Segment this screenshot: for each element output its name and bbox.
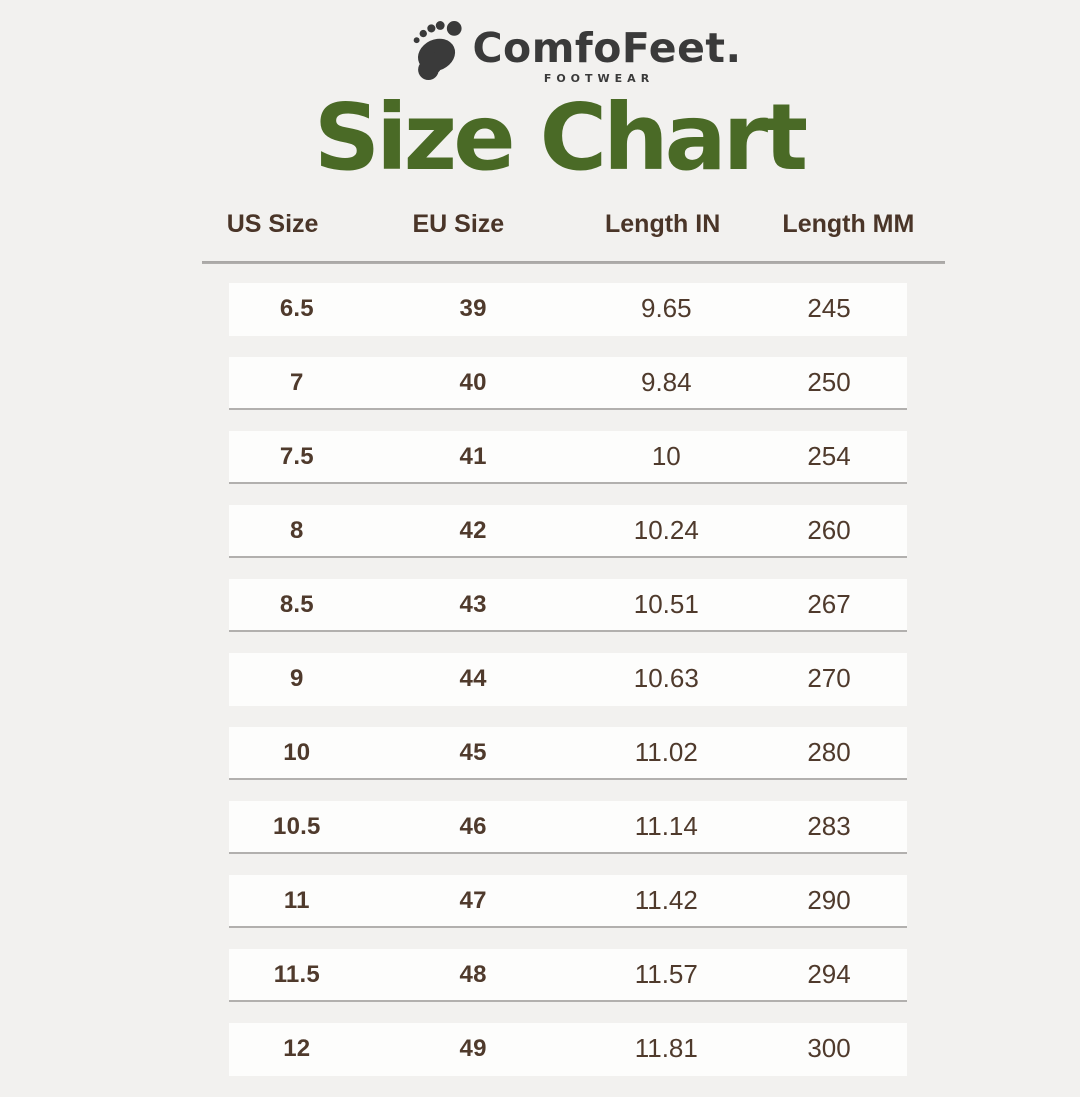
header-length-in: Length IN — [605, 210, 721, 238]
table-row — [229, 727, 907, 780]
length-mm-value: 250 — [807, 367, 851, 397]
table-row — [229, 653, 907, 706]
us-size-value: 8 — [290, 516, 304, 544]
length-mm-value: 283 — [807, 811, 851, 841]
eu-size-value: 39 — [459, 294, 487, 322]
us-size-value: 7 — [290, 368, 304, 396]
length-in-value: 9.65 — [640, 293, 692, 323]
eu-size-value: 45 — [459, 738, 487, 766]
us-size-value: 11 — [283, 886, 310, 914]
header-length-mm: Length MM — [782, 210, 915, 238]
length-in-value: 11.57 — [634, 959, 698, 989]
brand-logo — [36, 12, 1080, 88]
us-size-value: 10 — [283, 738, 311, 766]
length-mm-value: 260 — [807, 515, 851, 545]
table-row — [229, 801, 907, 854]
length-mm-value: 267 — [807, 589, 851, 619]
length-mm-value: 300 — [807, 1033, 851, 1063]
header-us-size: US Size — [226, 210, 319, 238]
length-mm-value: 270 — [807, 663, 851, 693]
us-size-value: 6.5 — [279, 294, 314, 322]
eu-size-value: 46 — [459, 812, 487, 840]
us-size-value: 7.5 — [279, 442, 314, 470]
length-mm-value: 290 — [807, 885, 851, 915]
table-row — [229, 949, 907, 1002]
brand-tagline: FOOTWEAR — [543, 72, 655, 86]
eu-size-value: 44 — [459, 664, 487, 692]
length-mm-value: 294 — [807, 959, 851, 989]
length-in-value: 10 — [651, 441, 681, 471]
length-in-value: 11.02 — [634, 737, 698, 767]
table-row — [229, 431, 907, 484]
length-in-value: 11.81 — [634, 1033, 698, 1063]
table-row — [229, 875, 907, 928]
us-size-value: 12 — [283, 1034, 311, 1062]
table-row — [229, 1023, 907, 1076]
brand-name: ComfoFeet. — [472, 24, 742, 72]
length-in-value: 11.42 — [634, 885, 698, 915]
length-in-value: 10.63 — [633, 663, 699, 693]
size-table — [229, 283, 907, 1097]
eu-size-value: 41 — [459, 442, 487, 470]
table-header — [202, 210, 945, 239]
table-row — [229, 579, 907, 632]
length-in-value: 11.14 — [634, 811, 698, 841]
length-in-value: 10.24 — [633, 515, 699, 545]
us-size-value: 9 — [290, 664, 304, 692]
length-mm-value: 254 — [807, 441, 851, 471]
length-in-value: 9.84 — [640, 367, 692, 397]
eu-size-value: 47 — [459, 886, 487, 914]
header-eu-size: EU Size — [412, 210, 505, 238]
eu-size-value: 49 — [459, 1034, 487, 1062]
us-size-value: 10.5 — [273, 812, 321, 840]
length-mm-value: 245 — [807, 293, 851, 323]
table-row — [229, 283, 907, 336]
us-size-value: 11.5 — [273, 960, 320, 988]
table-row — [229, 357, 907, 410]
length-mm-value: 280 — [807, 737, 851, 767]
eu-size-value: 48 — [459, 960, 487, 988]
eu-size-value: 43 — [459, 590, 487, 618]
table-row — [229, 505, 907, 558]
length-in-value: 10.51 — [633, 589, 699, 619]
eu-size-value: 40 — [459, 368, 487, 396]
eu-size-value: 42 — [459, 516, 487, 544]
header-divider — [202, 261, 945, 264]
footprint-icon — [410, 16, 466, 88]
page-title: Size Chart — [313, 84, 805, 191]
us-size-value: 8.5 — [279, 590, 314, 618]
